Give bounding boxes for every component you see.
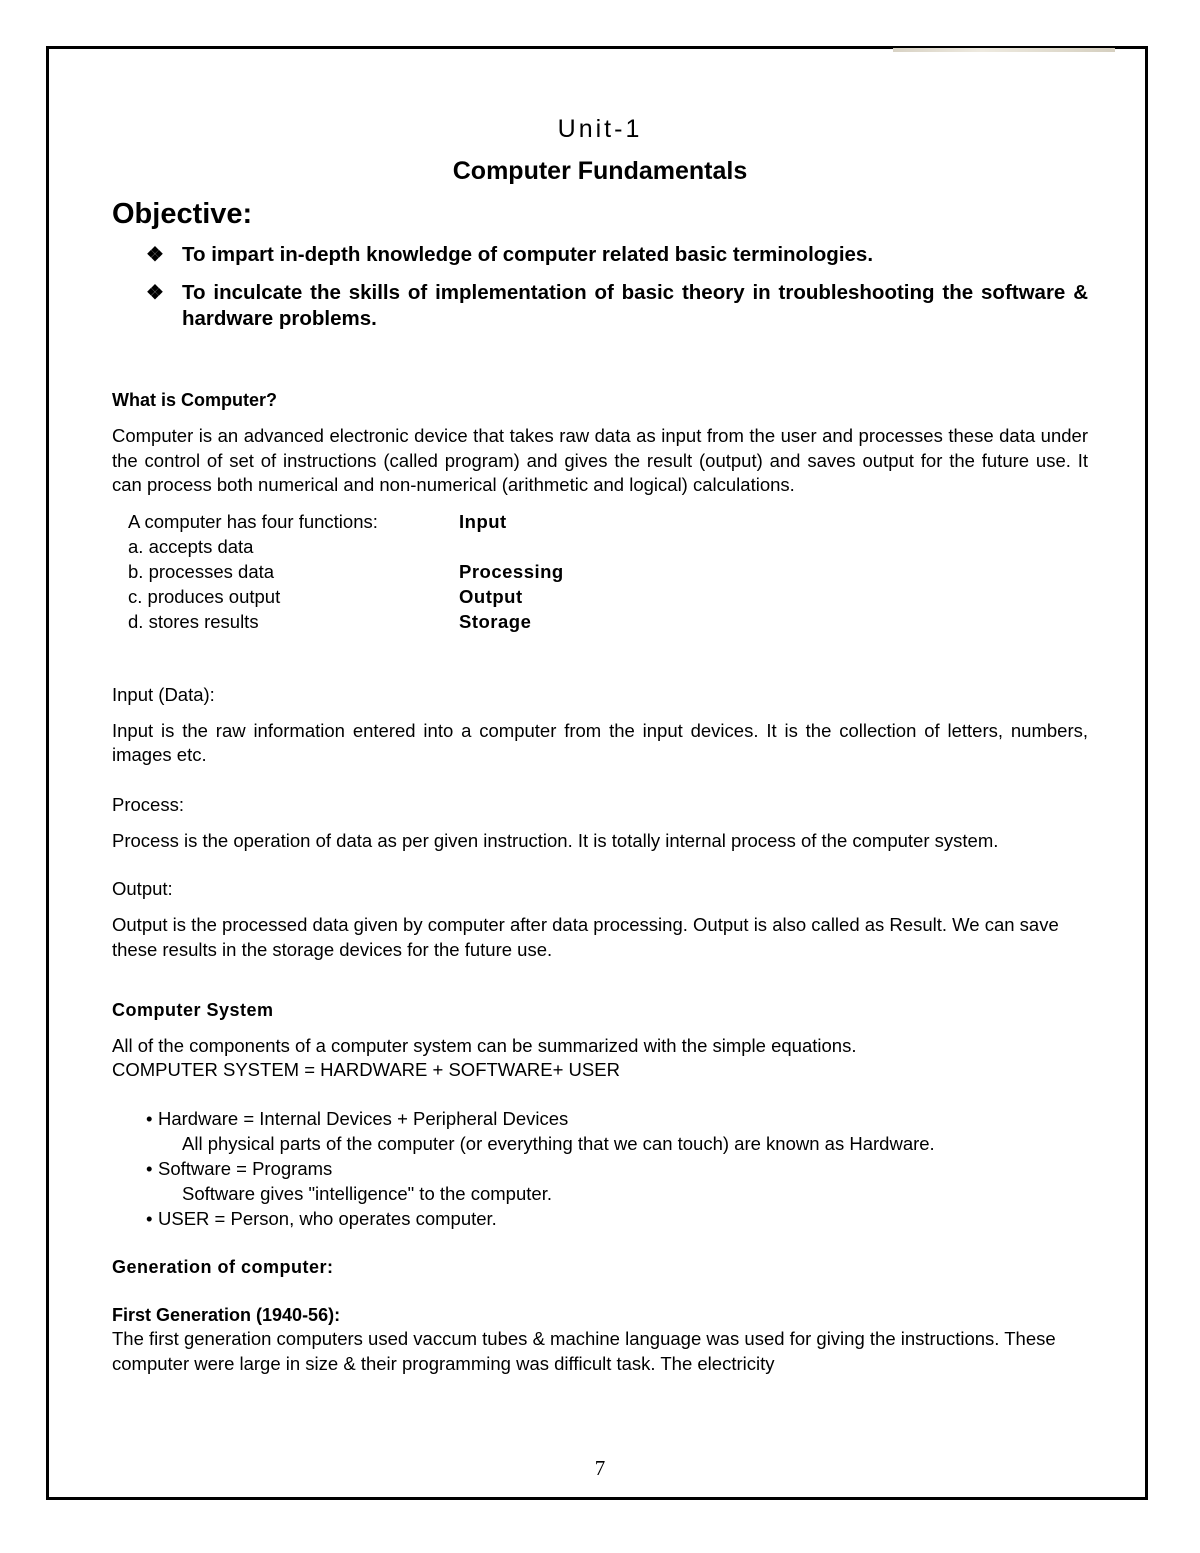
bullet-dot-icon: • [146,1108,153,1129]
diamond-bullet-icon: ❖ [146,282,164,304]
table-row [128,534,564,559]
input-paragraph: Input is the raw information entered into a computer from the input devices. It is the collection of letters, numbers, images etc. [112,719,1088,765]
objective-list [112,242,1088,332]
page-title: Computer Fundamentals [452,157,748,185]
computer-system-summary: All of the components of a computer system can be summarized with the simple equations. [112,1035,857,1056]
list-item-main: USER = Person, who operates computer. [158,1208,497,1229]
output-label: Output: [112,878,173,899]
function-name: Processing [459,560,564,582]
process-label: Process: [112,793,184,815]
objective-item [112,280,1088,332]
process-paragraph: Process is the operation of data as per given instruction. It is totally internal process of the computer system. [112,829,999,851]
list-item-detail: All physical parts of the computer (or everything that we can touch) are known as Hardware. [182,1133,935,1154]
page-number: 7 [594,1456,606,1480]
bullet-dot-icon: • [146,1208,153,1229]
table-row [128,509,564,534]
objective-item [112,242,1088,268]
function-name: Storage [459,610,532,632]
input-label: Input (Data): [112,683,215,705]
list-item [146,1106,1088,1156]
first-generation-heading: First Generation (1940-56): [112,1305,341,1325]
unit-title: Unit-1 [557,115,643,143]
what-is-computer-heading: What is Computer? [112,390,277,410]
scan-artifact [893,48,1115,52]
output-paragraph: Output is the processed data given by computer after data processing. Output is also called as Result. We can save these results in the storage devices for the future use. [112,914,1059,960]
list-item [146,1156,1088,1206]
list-item-detail: Software gives "intelligence" to the computer. [182,1183,552,1204]
function-name [459,534,564,559]
function-description: b. processes data [128,560,275,582]
function-name: Output [459,585,523,607]
table-row [128,584,564,609]
function-description: a. accepts data [128,535,254,557]
function-description: d. stores results [128,610,259,632]
table-row [128,609,564,634]
function-name: Input [459,510,507,532]
function-description: A computer has four functions: [128,510,378,532]
objective-text: To impart in-depth knowledge of computer related basic terminologies. [182,243,874,266]
list-item-main: Software = Programs [158,1158,333,1179]
what-is-computer-paragraph: Computer is an advanced electronic device that takes raw data as input from the user and processes these data under the control of set of instructions (called program) and gives the result (output) and saves output for the future use. It can process both numerical and non-numerical (arithmetic and logical) calculations. [112,425,1088,495]
document-body [112,112,1088,1376]
objective-text: To inculcate the skills of implementation of basic theory in troubleshooting the software & hardware problems. [182,281,1088,330]
computer-system-list [112,1106,1088,1231]
computer-system-heading: Computer System [112,1000,274,1020]
computer-system-equation: COMPUTER SYSTEM = HARDWARE + SOFTWARE+ USER [112,1059,620,1080]
function-description: c. produces output [128,585,281,607]
generation-heading: Generation of computer: [112,1257,334,1277]
diamond-bullet-icon: ❖ [146,244,164,266]
objective-heading: Objective: [112,198,253,230]
bullet-dot-icon: • [146,1158,153,1179]
list-item-main: Hardware = Internal Devices + Peripheral Devices [158,1108,569,1129]
functions-table [128,509,564,634]
list-item [146,1206,1088,1231]
table-row [128,559,564,584]
first-generation-paragraph: The first generation computers used vaccum tubes & machine language was used for giving the instructions. These computer were large in size & their programming was difficult task. The electricity [112,1328,1056,1374]
